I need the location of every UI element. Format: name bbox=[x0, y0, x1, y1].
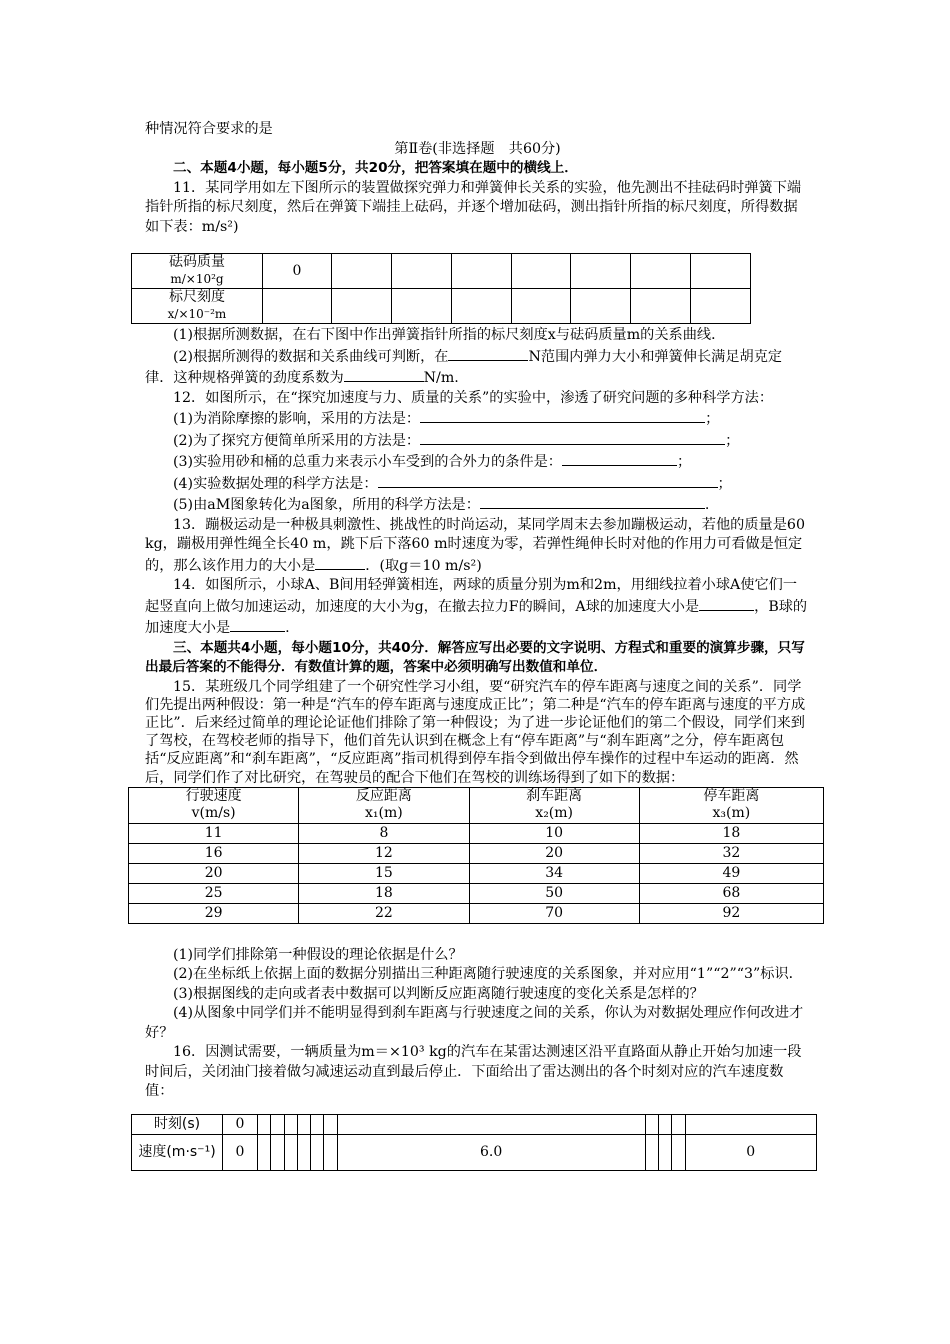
q15-sub1: (1)同学们排除第一种假设的理论依据是什么？ bbox=[173, 946, 463, 963]
table-cell: 50 bbox=[469, 883, 639, 903]
q14-text: 14．如图所示，小球A、B间用轻弹簧相连，两球的质量分别为m和2m，用细线拉着小球A使它们一起竖直向上做匀加速运动，加速度的大小为g，在撤去拉力F的瞬间，A球的加速度大小是 ，B球的加速度大小是 . bbox=[145, 577, 808, 636]
answer-blank[interactable] bbox=[420, 408, 705, 423]
answer-blank[interactable] bbox=[699, 596, 754, 611]
table-cell: 18 bbox=[639, 823, 823, 843]
q15-header-braking: 刹车距离 x₂(m) bbox=[469, 787, 639, 823]
q16-time-cell bbox=[337, 1114, 645, 1134]
q11-scale-cell bbox=[263, 289, 332, 324]
q16-time-cell bbox=[672, 1114, 685, 1134]
q15-sub4: (4)从图象中同学们并不能明显得到刹车距离与行驶速度之间的关系，你认为对数据处理应作何改进才好？ bbox=[145, 1005, 804, 1041]
table-cell: 22 bbox=[299, 903, 469, 923]
q16-text: 16．因测试需要，一辆质量为m＝×10³ kg的汽车在某雷达测速区沿平直路面从静止开始匀加速一段时间后，关闭油门接着做匀减速运动直到最后停止．下面给出了雷达测出的各个时刻对应的汽车速度数值： bbox=[145, 1044, 802, 1100]
q16-speed-cell bbox=[284, 1134, 297, 1170]
table-cell: 49 bbox=[639, 863, 823, 883]
top-line: 种情况符合要求的是 bbox=[145, 121, 273, 137]
q11-scale-cell bbox=[691, 289, 751, 324]
q13-text: 13．蹦极运动是一种极具刺激性、挑战性的时尚运动，某同学周末去参加蹦极运动，若他的质量是60 kg，蹦极用弹性绳全长40 m，跳下后下落60 m时速度为零，若弹性绳伸长时对他的作用力可看做是恒定的，那么该作用力的大小是 ．(取g＝10 m/s²) bbox=[145, 516, 805, 574]
q16-time-cell: 0 bbox=[223, 1114, 258, 1134]
q11-mass-cell: 0 bbox=[263, 254, 332, 289]
q12-intro: 12．如图所示，在“探究加速度与力、质量的关系”的实验中，渗透了研究问题的多种科学方法： bbox=[173, 389, 774, 406]
exam-page bbox=[138, 120, 810, 1171]
q11-part2: (2)根据所测得的数据和关系曲线可判断，在 N范围内弹力大小和弹簧伸长满足胡克定律．这种规格弹簧的劲度系数为 N/m. bbox=[145, 346, 810, 389]
q11-scale-cell bbox=[391, 289, 451, 324]
answer-blank[interactable] bbox=[562, 451, 677, 466]
q16-speed-cell bbox=[645, 1134, 658, 1170]
q11-part1: (1)根据所测数据，在右下图中作出弹簧指针所指的标尺刻度x与砝码质量m的关系曲线． bbox=[173, 327, 726, 343]
part3-header: 三、本题共4小题，每小题10分，共40分．解答应写出必要的文字说明、方程式和重要的演算步骤，只写出最后答案的不能得分．有数值计算的题，答案中必须明确写出数值和单位． bbox=[145, 639, 805, 675]
table-cell: 34 bbox=[469, 863, 639, 883]
q11-mass-cell bbox=[511, 254, 571, 289]
table-cell: 10 bbox=[469, 823, 639, 843]
q16-speed-cell: 0 bbox=[223, 1134, 258, 1170]
answer-blank[interactable] bbox=[315, 555, 365, 570]
answer-blank[interactable] bbox=[378, 473, 718, 488]
q16-speed-cell bbox=[258, 1134, 271, 1170]
q15-sub3: (3)根据图线的走向或者表中数据可以判断反应距离随行驶速度的变化关系是怎样的？ bbox=[173, 985, 704, 1002]
table-cell: 20 bbox=[469, 843, 639, 863]
q16-time-cell bbox=[324, 1114, 337, 1134]
q15-header-stopping: 停车距离 x₃(m) bbox=[639, 787, 823, 823]
table-cell: 18 bbox=[299, 883, 469, 903]
part2-title: 第Ⅱ卷(非选择题 共60分) bbox=[394, 140, 561, 157]
q15-text: 15．某班级几个同学组建了一个研究性学习小组，要“研究汽车的停车距离与速度之间的关系”．同学们先提出两种假设：第一种是“汽车的停车距离与速度成正比”；第二种是“汽车的停车距离与速度的平方成正比”．后来经过简单的理论论证他们排除了第一种假设；为了进一步论证他们的第二个假设，同学们来到了驾校，在驾校老师的指导下，他们首先认识到在概念上有“停车距离”与“刹车距离”之分，停车距离包括“反应距离”和“刹车距离”，“反应距离”指司机得到停车指令到做出停车操作的过程中车运动的距离．然后，同学们作了对比研究，在驾驶员的配合下他们在驾校的训练场得到了如下的数据： bbox=[145, 678, 806, 786]
answer-blank[interactable] bbox=[480, 494, 705, 509]
q11-scale-cell bbox=[571, 289, 631, 324]
table-cell: 16 bbox=[129, 843, 299, 863]
q16-time-cell bbox=[297, 1114, 310, 1134]
table-row bbox=[129, 823, 824, 843]
q16-time-cell bbox=[284, 1114, 297, 1134]
q12-item4: (4)实验数据处理的科学方法是： ； bbox=[145, 473, 810, 495]
q11-mass-cell bbox=[631, 254, 691, 289]
answer-blank[interactable] bbox=[344, 367, 424, 382]
q11-mass-cell bbox=[332, 254, 392, 289]
q11-mass-cell bbox=[571, 254, 631, 289]
q12-item2: (2)为了探究方便简单所采用的方法是： ； bbox=[145, 430, 810, 452]
q11-body: 11．某同学用如左下图所示的装置做探究弹力和弹簧伸长关系的实验，他先测出不挂砝码时弹簧下端指针所指的标尺刻度，然后在弹簧下端挂上砝码，并逐个增加砝码，测出指针所指的标尺刻度，所得数据如下表： bbox=[145, 179, 802, 235]
table-cell: 25 bbox=[129, 883, 299, 903]
q16-speed-cell: 0 bbox=[685, 1134, 816, 1170]
q16-time-cell bbox=[685, 1114, 816, 1134]
q16-speed-cell bbox=[659, 1134, 672, 1170]
q16-speed-cell bbox=[271, 1134, 284, 1170]
q15-header-reaction: 反应距离 x₁(m) bbox=[299, 787, 469, 823]
table-cell: 92 bbox=[639, 903, 823, 923]
q16-speed-header: 速度(m·s⁻¹) bbox=[132, 1134, 223, 1170]
q16-time-cell bbox=[645, 1114, 658, 1134]
table-cell: 32 bbox=[639, 843, 823, 863]
q16-time-cell bbox=[659, 1114, 672, 1134]
q16-speed-cell bbox=[324, 1134, 337, 1170]
table-row bbox=[129, 903, 824, 923]
answer-blank[interactable] bbox=[230, 617, 285, 632]
q11-mass-header: 砝码质量 m/×10²g bbox=[132, 254, 263, 289]
table-row bbox=[129, 883, 824, 903]
q15-header-speed: 行驶速度 v(m/s) bbox=[129, 787, 299, 823]
q16-time-cell bbox=[311, 1114, 324, 1134]
q16-time-cell bbox=[271, 1114, 284, 1134]
table-row bbox=[129, 843, 824, 863]
q11-unit-tail: m/s²) bbox=[201, 218, 239, 235]
q11-scale-cell bbox=[451, 289, 511, 324]
q15-sub2: (2)在坐标纸上依据上面的数据分别描出三种距离随行驶速度的关系图象，并对应用“1”“2”“3”标识． bbox=[173, 966, 803, 983]
part2-header: 二、本题4小题，每小题5分，共20分，把答案填在题中的横线上． bbox=[173, 160, 578, 176]
answer-blank[interactable] bbox=[420, 430, 725, 445]
q12-item1: (1)为消除摩擦的影响，采用的方法是： ； bbox=[145, 408, 810, 430]
q11-table bbox=[131, 253, 751, 324]
q11-mass-cell bbox=[691, 254, 751, 289]
q16-time-cell bbox=[258, 1114, 271, 1134]
q11-scale-cell bbox=[631, 289, 691, 324]
table-cell: 70 bbox=[469, 903, 639, 923]
q16-speed-cell bbox=[672, 1134, 685, 1170]
table-cell: 68 bbox=[639, 883, 823, 903]
q16-table bbox=[131, 1114, 817, 1171]
q11-text bbox=[145, 179, 810, 238]
table-cell: 20 bbox=[129, 863, 299, 883]
q12-item5: (5)由aM图象转化为a图象，所用的科学方法是： . bbox=[145, 494, 810, 516]
table-cell: 29 bbox=[129, 903, 299, 923]
q11-scale-header: 标尺刻度 x/×10⁻²m bbox=[132, 289, 263, 324]
table-row bbox=[129, 863, 824, 883]
q11-scale-cell bbox=[332, 289, 392, 324]
table-cell: 12 bbox=[299, 843, 469, 863]
table-cell: 15 bbox=[299, 863, 469, 883]
q11-scale-cell bbox=[511, 289, 571, 324]
table-cell: 11 bbox=[129, 823, 299, 843]
q16-time-header: 时刻(s) bbox=[132, 1114, 223, 1134]
q15-table bbox=[128, 787, 824, 924]
q16-speed-cell: 6.0 bbox=[337, 1134, 645, 1170]
answer-blank[interactable] bbox=[448, 346, 528, 361]
table-cell: 8 bbox=[299, 823, 469, 843]
q16-speed-cell bbox=[297, 1134, 310, 1170]
q16-speed-cell bbox=[311, 1134, 324, 1170]
q11-mass-cell bbox=[391, 254, 451, 289]
q11-mass-cell bbox=[451, 254, 511, 289]
q12-item3: (3)实验用砂和桶的总重力来表示小车受到的合外力的条件是： ； bbox=[145, 451, 810, 473]
